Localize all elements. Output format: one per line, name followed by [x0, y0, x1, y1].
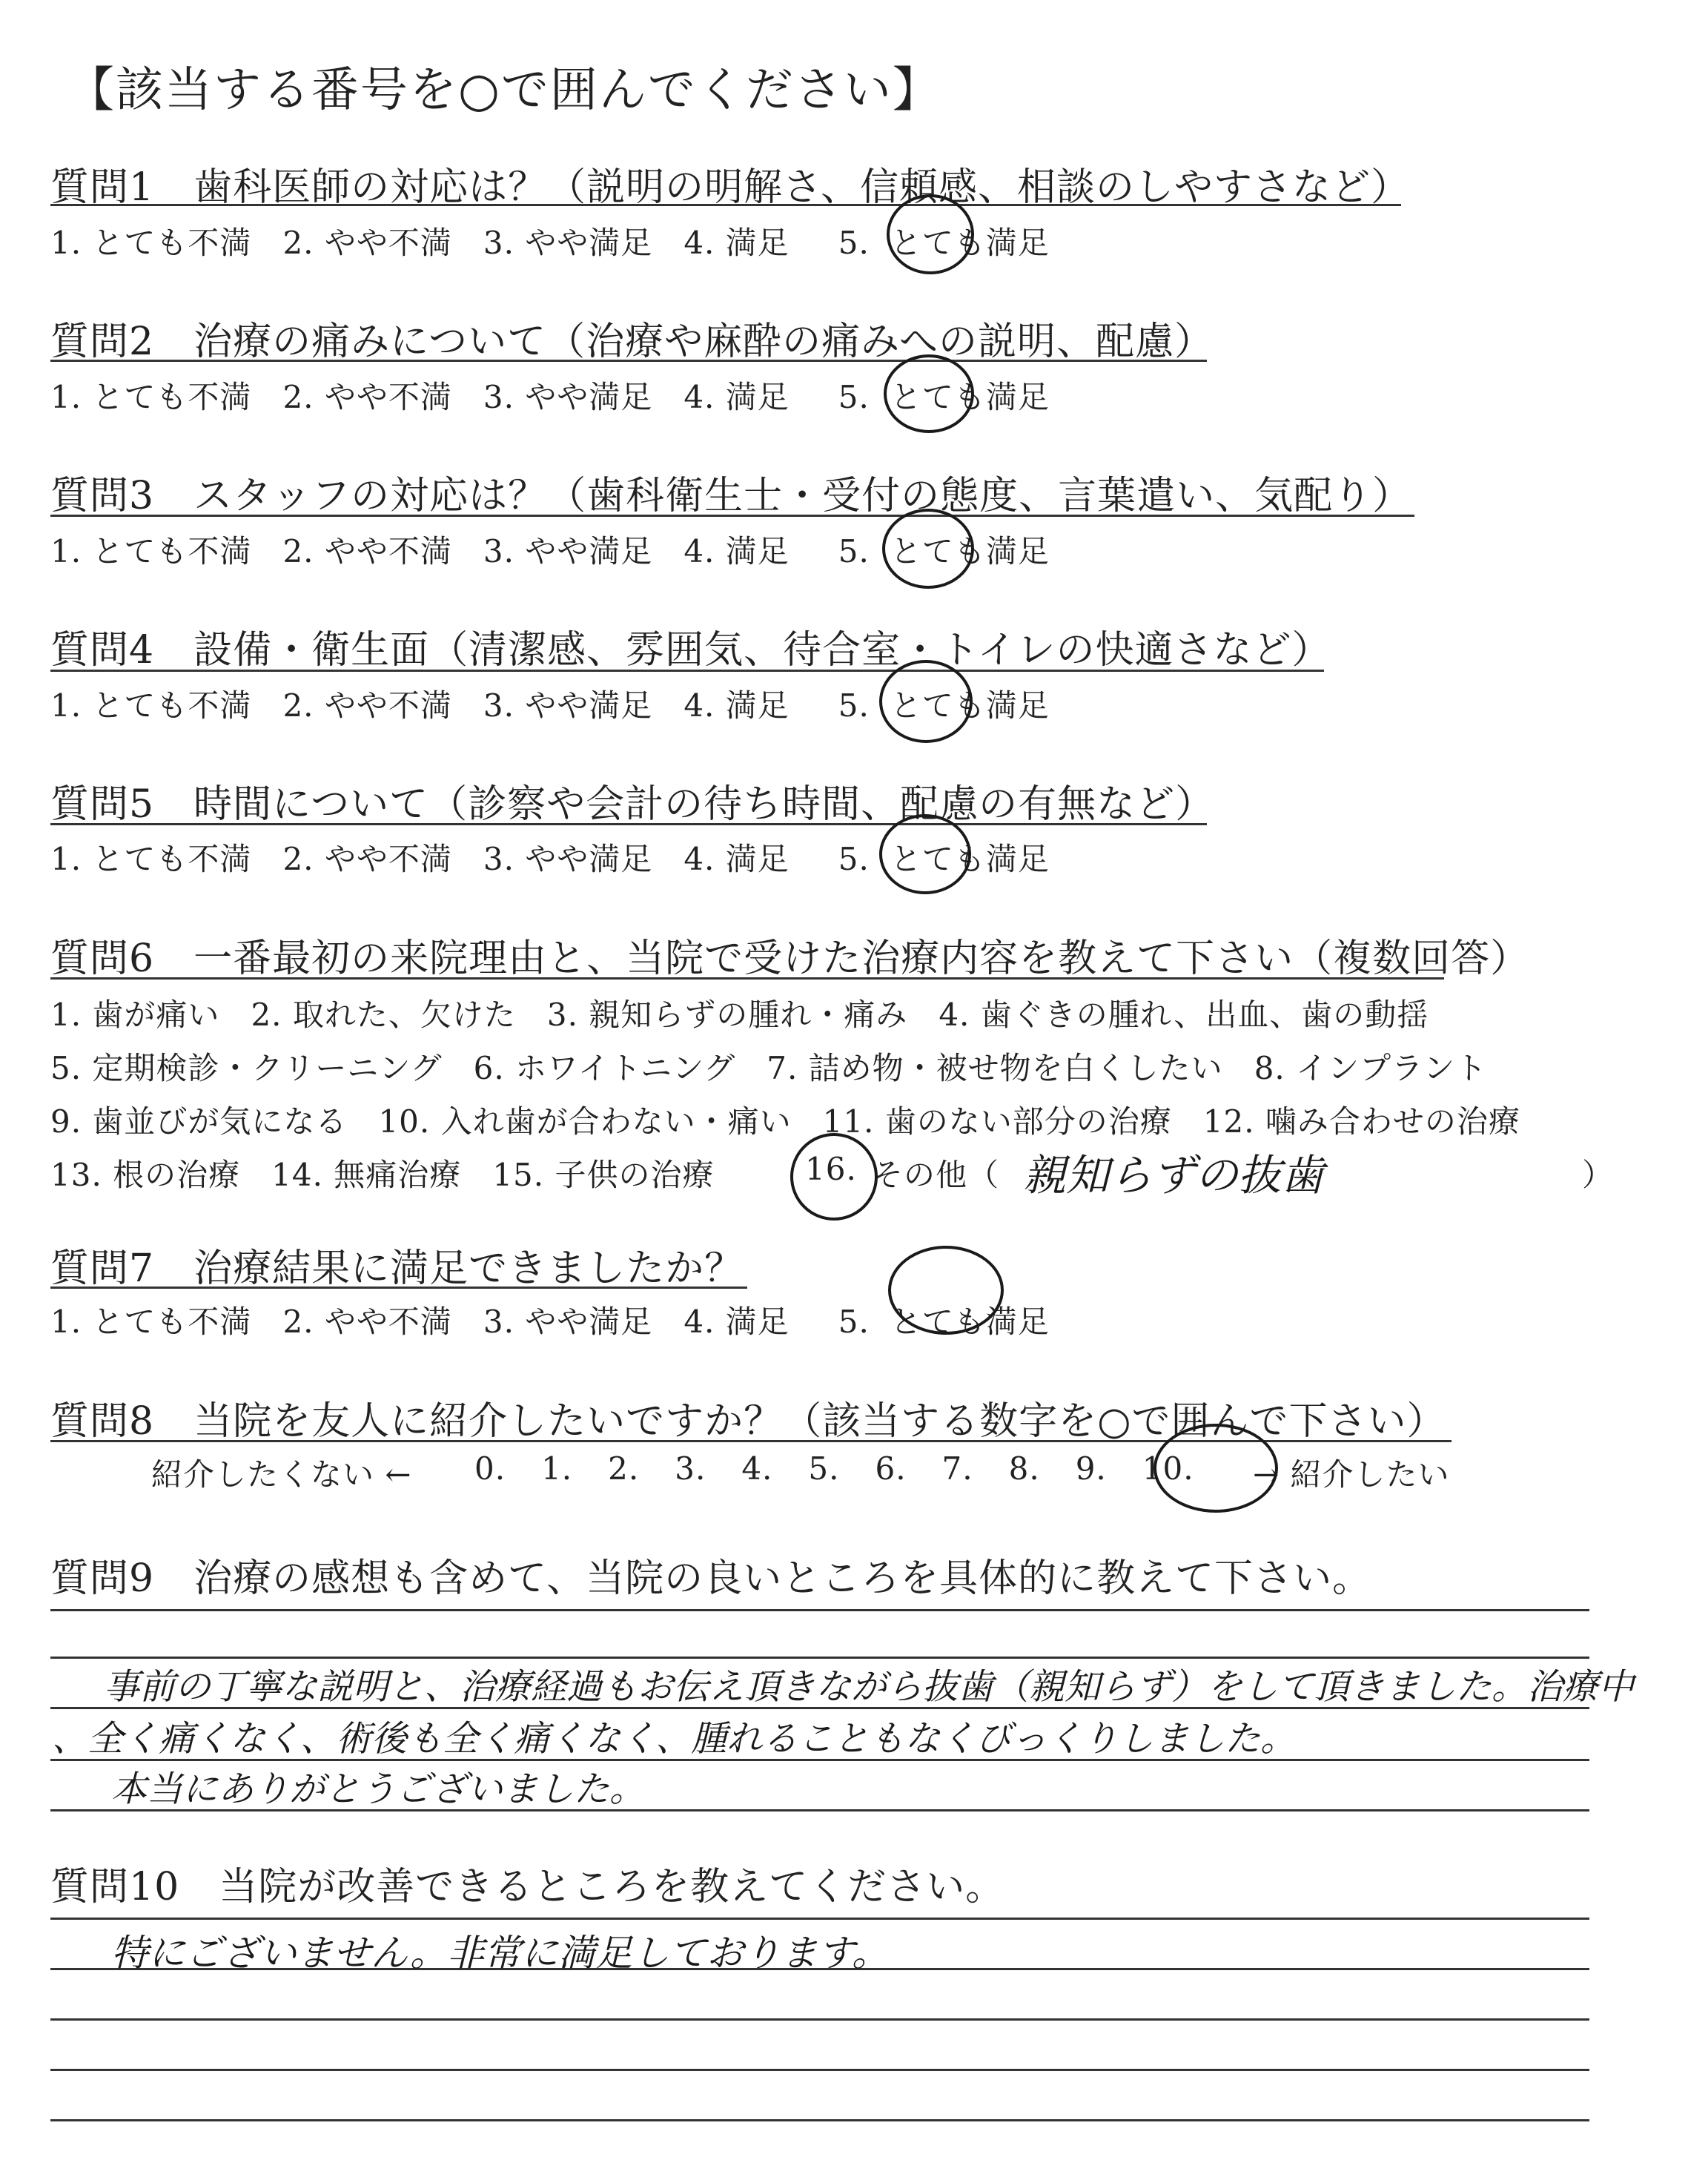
option-1[interactable]: 1. とても不満: [50, 687, 252, 724]
question-1-underline: [50, 204, 1401, 206]
q9-answer-line-2: 、全く痛くなく、術後も全く痛くなく、腫れることもなくびっくりしました。: [52, 1718, 1297, 1760]
question-4-label: 質問4: [50, 628, 155, 673]
option-1[interactable]: 1. とても不満: [50, 1304, 252, 1340]
question-8-label: 質問8: [50, 1399, 155, 1444]
question-8-text: 当院を友人に紹介したいですか？（該当する数字を○で囲んで下さい）: [193, 1399, 1446, 1444]
option-5-label: とても満足: [890, 379, 1050, 415]
recommend-9[interactable]: 9.: [1075, 1450, 1107, 1487]
reason-10[interactable]: 10. 入れ歯が合わない・痛い: [378, 1103, 792, 1140]
reason-16-label: その他（: [872, 1157, 1000, 1193]
reason-7[interactable]: 7. 詰め物・被せ物を白くしたい: [767, 1050, 1223, 1086]
question-3-label: 質問3: [50, 474, 155, 518]
answer-line: [50, 1609, 1589, 1611]
option-2[interactable]: 2. やや不満: [282, 1304, 452, 1340]
option-4[interactable]: 4. 満足: [683, 687, 790, 724]
q9-answer-line-1: 事前の丁寧な説明と、治療経過もお伝え頂きながら抜歯（親知らず）をして頂きました。治療中: [104, 1666, 1635, 1708]
answer-line: [50, 2069, 1589, 2071]
option-4[interactable]: 4. 満足: [683, 533, 790, 569]
option-5-label: とても満足: [890, 1304, 1050, 1340]
question-7-underline: [50, 1287, 747, 1289]
recommend-5[interactable]: 5.: [808, 1450, 840, 1487]
option-2[interactable]: 2. やや不満: [282, 379, 452, 415]
q9-answer-line-3: 本当にありがとうございました。: [111, 1768, 646, 1810]
option-3[interactable]: 3. やや満足: [483, 533, 653, 569]
option-2[interactable]: 2. やや不満: [282, 225, 452, 261]
option-2[interactable]: 2. やや不満: [282, 533, 452, 569]
question-5-underline: [50, 823, 1207, 825]
question-6-row-2: [50, 1044, 1518, 1089]
question-2-text: 治療の痛みについて（治療や麻酔の痛みへの説明、配慮）: [193, 320, 1214, 364]
recommend-scale: [474, 1450, 1215, 1487]
question-10-text: 当院が改善できるところを教えてください。: [219, 1865, 1005, 1909]
option-5[interactable]: 5.: [838, 1304, 870, 1340]
question-1: [50, 156, 1410, 211]
reason-2[interactable]: 2. 取れた、欠けた: [251, 997, 516, 1033]
question-9-text: 治療の感想も含めて、当院の良いところを具体的に教えて下さい。: [193, 1556, 1372, 1601]
recommend-4[interactable]: 4.: [741, 1450, 773, 1487]
option-4[interactable]: 4. 満足: [683, 225, 790, 261]
reason-1[interactable]: 1. 歯が痛い: [50, 997, 220, 1033]
answer-circle-q5: [879, 814, 971, 894]
answer-circle-q1: [887, 194, 974, 274]
question-5-text: 時間について（診察や会計の待ち時間、配慮の有無など）: [193, 782, 1215, 827]
question-1-text: 歯科医師の対応は？（説明の明解さ、信頼感、相談のしやすさなど）: [193, 165, 1411, 210]
question-6-row-1: [50, 991, 1460, 1035]
recommend-1[interactable]: 1.: [541, 1450, 573, 1487]
option-3[interactable]: 3. やや満足: [483, 687, 653, 724]
question-7-label: 質問7: [50, 1246, 155, 1291]
reason-3[interactable]: 3. 親知らずの腫れ・痛み: [546, 997, 908, 1033]
reason-8[interactable]: 8. インプラント: [1254, 1050, 1488, 1086]
answer-circle-q4: [879, 660, 973, 743]
question-2-underline: [50, 360, 1207, 362]
recommend-0[interactable]: 0.: [474, 1450, 506, 1487]
answer-circle-q6: [790, 1133, 878, 1221]
reason-4[interactable]: 4. 歯ぐきの腫れ、出血、歯の動揺: [939, 997, 1429, 1033]
option-1[interactable]: 1. とても不満: [50, 841, 252, 877]
reason-14[interactable]: 14. 無痛治療: [271, 1157, 462, 1193]
option-5-label: とても満足: [890, 841, 1050, 877]
question-4-text: 設備・衛生面（清潔感、雰囲気、待合室・トイレの快適さなど）: [193, 628, 1331, 673]
option-2[interactable]: 2. やや不満: [282, 841, 452, 877]
answer-circle-q8: [1153, 1424, 1278, 1513]
option-4[interactable]: 4. 満足: [683, 841, 790, 877]
reason-5[interactable]: 5. 定期検診・クリーニング: [50, 1050, 443, 1086]
question-6: [50, 927, 1529, 982]
reason-13[interactable]: 13. 根の治療: [50, 1157, 241, 1193]
answer-line: [50, 2119, 1589, 2121]
answer-circle-q3: [882, 509, 974, 589]
option-5-label: とても満足: [890, 225, 1050, 261]
recommend-3[interactable]: 3.: [675, 1450, 706, 1487]
recommend-7[interactable]: 7.: [941, 1450, 973, 1487]
option-5-label: とても満足: [890, 533, 1050, 569]
question-5: [50, 773, 1214, 828]
recommend-left-label: 紹介したくない ←: [151, 1456, 412, 1493]
option-3[interactable]: 3. やや満足: [483, 841, 653, 877]
option-3[interactable]: 3. やや満足: [483, 379, 653, 415]
reason-16[interactable]: 16.: [805, 1151, 857, 1187]
question-6-underline: [50, 977, 1444, 980]
reason-15[interactable]: 15. 子供の治療: [492, 1157, 715, 1193]
option-5[interactable]: 5.: [838, 533, 870, 569]
recommend-right-label: → 紹介したい: [1253, 1456, 1450, 1493]
question-2-label: 質問2: [50, 320, 155, 364]
answer-line: [50, 2018, 1589, 2021]
question-3: [50, 464, 1411, 520]
reason-12[interactable]: 12. 噛み合わせの治療: [1202, 1103, 1520, 1140]
question-1-label: 質問1: [50, 165, 155, 210]
answer-circle-q7: [888, 1246, 1004, 1335]
question-10-label: 質問10: [50, 1865, 180, 1909]
option-5-label: とても満足: [890, 687, 1050, 724]
option-3[interactable]: 3. やや満足: [483, 1304, 653, 1340]
page-title: 【該当する番号を○で囲んでください】: [67, 63, 941, 118]
question-4: [50, 618, 1331, 674]
reason-16-close: ）: [1582, 1157, 1615, 1193]
recommend-2[interactable]: 2.: [608, 1450, 640, 1487]
option-4[interactable]: 4. 満足: [683, 1304, 790, 1340]
question-9-label: 質問9: [50, 1556, 155, 1601]
question-7-text: 治療結果に満足できましたか？: [193, 1246, 744, 1291]
answer-circle-q2: [884, 354, 974, 433]
reason-11[interactable]: 11. 歯のない部分の治療: [822, 1103, 1172, 1140]
recommend-6[interactable]: 6.: [875, 1450, 907, 1487]
option-5[interactable]: 5.: [838, 687, 870, 724]
question-6-row-4: [50, 1151, 745, 1195]
option-2[interactable]: 2. やや不満: [282, 687, 452, 724]
question-5-label: 質問5: [50, 782, 155, 827]
question-4-underline: [50, 670, 1324, 672]
option-5[interactable]: 5.: [838, 841, 870, 877]
option-5[interactable]: 5.: [838, 225, 870, 261]
question-6-text: 一番最初の来院理由と、当院で受けた治療内容を教えて下さい（複数回答）: [193, 937, 1530, 981]
question-9: [50, 1547, 1371, 1602]
question-6-row-3: [50, 1097, 1552, 1142]
recommend-10[interactable]: 10.: [1142, 1450, 1194, 1487]
other-handwritten-answer: 親知らずの抜歯: [1023, 1150, 1325, 1200]
question-7: [50, 1237, 744, 1292]
option-1[interactable]: 1. とても不満: [50, 379, 252, 415]
q10-answer-line-1: 特にございません。非常に満足しております。: [111, 1932, 889, 1975]
reason-6[interactable]: 6. ホワイトニング: [473, 1050, 736, 1086]
option-5[interactable]: 5.: [838, 379, 870, 415]
option-1[interactable]: 1. とても不満: [50, 533, 252, 569]
recommend-8[interactable]: 8.: [1008, 1450, 1040, 1487]
question-2: [50, 310, 1214, 366]
question-6-label: 質問6: [50, 937, 155, 981]
option-4[interactable]: 4. 満足: [683, 379, 790, 415]
option-1[interactable]: 1. とても不満: [50, 225, 252, 261]
question-3-underline: [50, 515, 1414, 517]
answer-line: [50, 1918, 1589, 1920]
option-3[interactable]: 3. やや満足: [483, 225, 653, 261]
reason-9[interactable]: 9. 歯並びが気になる: [50, 1103, 348, 1140]
question-10: [50, 1855, 1004, 1911]
question-3-text: スタッフの対応は？（歯科衛生士・受付の態度、言葉遣い、気配り）: [193, 474, 1412, 518]
